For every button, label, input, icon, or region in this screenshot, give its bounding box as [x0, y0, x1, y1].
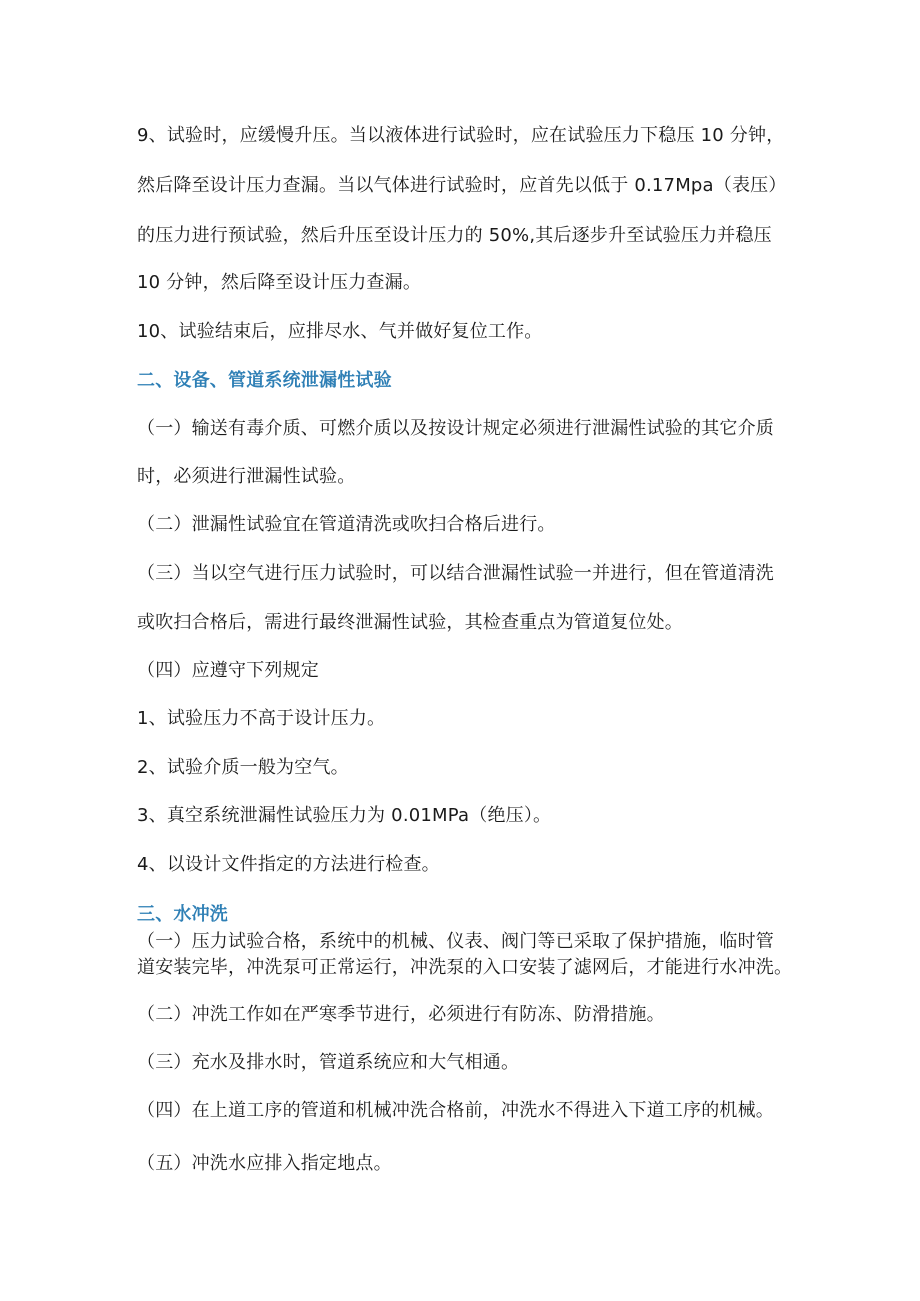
item9-line3: 的压力进行预试验，然后升压至设计压力的 50%,其后逐步升至试验压力并稳压 — [137, 225, 772, 246]
rule-item-4: 4、以设计文件指定的方法进行检查。 — [137, 854, 440, 875]
rule-item-1: 1、试验压力不高于设计压力。 — [137, 708, 386, 729]
section2-p3-line2: 或吹扫合格后，需进行最终泄漏性试验，其检查重点为管道复位处。 — [137, 612, 683, 633]
section3-p1-line2: 道安装完毕，冲洗泵可正常运行，冲洗泵的入口安装了滤网后，才能进行水冲洗。 — [137, 957, 793, 978]
section2-p2: （二）泄漏性试验宜在管道清洗或吹扫合格后进行。 — [137, 514, 556, 535]
section2-heading: 二、设备、管道系统泄漏性试验 — [137, 370, 392, 391]
section3-p1-line1: （一）压力试验合格，系统中的机械、仪表、阀门等已采取了保护措施，临时管 — [137, 931, 774, 952]
section2-p4: （四）应遵守下列规定 — [137, 660, 319, 681]
section3-p3: （三）充水及排水时，管道系统应和大气相通。 — [137, 1052, 520, 1073]
section3-heading: 三、水冲洗 — [137, 904, 228, 925]
item9-line4: 10 分钟，然后降至设计压力查漏。 — [137, 272, 422, 293]
item10: 10、试验结束后，应排尽水、气并做好复位工作。 — [137, 321, 543, 342]
section2-p1-line2: 时，必须进行泄漏性试验。 — [137, 466, 356, 487]
section3-p5: （五）冲洗水应排入指定地点。 — [137, 1153, 392, 1174]
rule-item-2: 2、试验介质一般为空气。 — [137, 757, 349, 778]
rule-item-3: 3、真空系统泄漏性试验压力为 0.01MPa（绝压）。 — [137, 805, 552, 826]
section3-p2: （二）冲洗工作如在严寒季节进行，必须进行有防冻、防滑措施。 — [137, 1004, 665, 1025]
item9-line1: 9、试验时，应缓慢升压。当以液体进行试验时，应在试验压力下稳压 10 分钟， — [137, 125, 785, 146]
section2-p1-line1: （一）输送有毒介质、可燃介质以及按设计规定必须进行泄漏性试验的其它介质 — [137, 418, 774, 439]
section3-p4: （四）在上道工序的管道和机械冲洗合格前，冲洗水不得进入下道工序的机械。 — [137, 1100, 774, 1121]
section2-p3-line1: （三）当以空气进行压力试验时，可以结合泄漏性试验一并进行，但在管道清洗 — [137, 563, 774, 584]
item9-line2: 然后降至设计压力查漏。当以气体进行试验时，应首先以低于 0.17Mpa（表压） — [137, 175, 787, 196]
